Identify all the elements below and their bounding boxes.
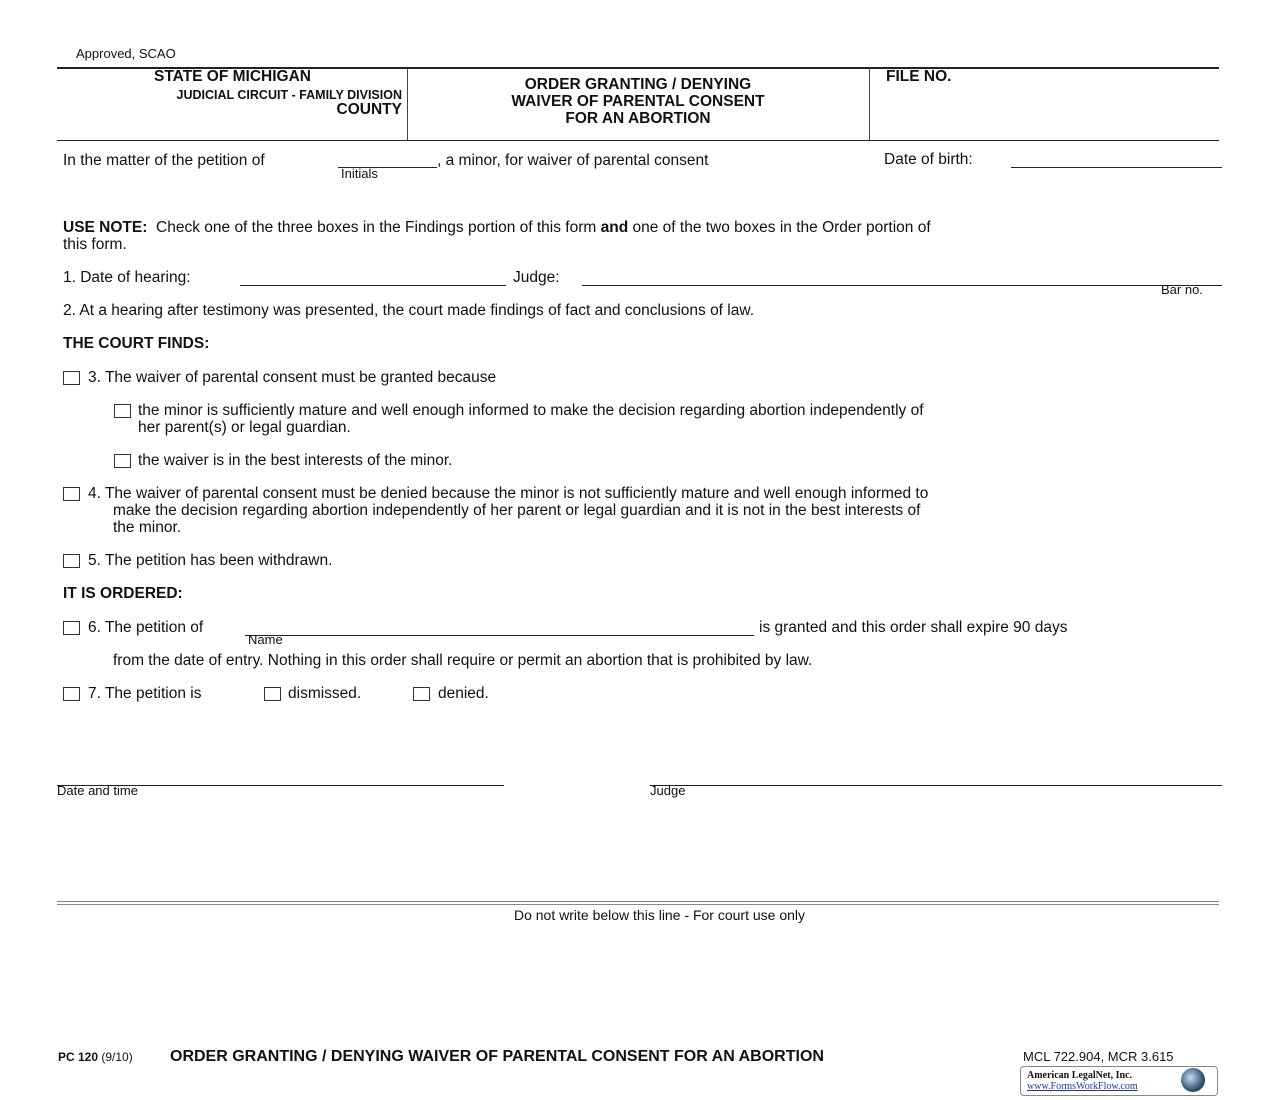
court-use-rule	[57, 901, 1219, 902]
form-number	[58, 1050, 133, 1064]
mature-option	[138, 402, 924, 436]
american-legalnet-logo[interactable]	[1020, 1066, 1218, 1096]
title-line: WAIVER OF PARENTAL CONSENT	[511, 93, 765, 110]
hearing-date-label: 1. Date of hearing:	[63, 269, 191, 286]
judge-label: Judge:	[513, 269, 560, 286]
judge-signature-label: Judge	[650, 783, 686, 798]
title-line: ORDER GRANTING / DENYING	[524, 76, 752, 93]
initials-label: Initials	[341, 166, 378, 181]
item-6-prefix: 6. The petition of	[88, 619, 204, 636]
matter-suffix: , a minor, for waiver of parental consent	[437, 152, 709, 169]
denied-label: denied.	[438, 685, 489, 702]
file-no-label: FILE NO.	[886, 68, 952, 85]
mature-checkbox[interactable]	[114, 404, 131, 418]
use-note-label: USE NOTE:	[63, 219, 148, 236]
judge-signature-field[interactable]	[650, 765, 1222, 786]
denied-checkbox[interactable]	[413, 687, 430, 701]
matter-prefix: In the matter of the petition of	[63, 152, 265, 169]
title-line: FOR AN ABORTION	[565, 110, 711, 127]
option-line: the minor is sufficiently mature and well enough informed to make the decision regarding abortion independently of	[138, 402, 924, 419]
dob-label: Date of birth:	[884, 151, 973, 168]
item-5: 5. The petition has been withdrawn.	[88, 552, 333, 569]
logo-url[interactable]: www.FormsWorkFlow.com	[1027, 1081, 1138, 1092]
item-3: 3. The waiver of parental consent must be granted because	[88, 369, 497, 386]
item-7-checkbox[interactable]	[63, 687, 80, 701]
ordered-heading: IT IS ORDERED:	[63, 585, 183, 602]
best-interests-option: the waiver is in the best interests of the minor.	[138, 452, 453, 469]
item-3-checkbox[interactable]	[63, 371, 80, 385]
item-4-line: the minor.	[113, 519, 182, 536]
county-label: COUNTY	[336, 101, 402, 118]
item-2: 2. At a hearing after testimony was presented, the court made findings of fact and conclusions of law.	[63, 302, 755, 319]
item-4-line: make the decision regarding abortion independently of her parent or legal guardian and it is not in the best interests of	[113, 502, 921, 519]
use-note-bold: and	[600, 219, 629, 236]
header-bottom-rule	[57, 140, 1219, 141]
bar-no-label: Bar no.	[1161, 282, 1203, 297]
logo-name: American LegalNet, Inc.	[1027, 1070, 1132, 1081]
globe-icon	[1181, 1068, 1205, 1092]
dob-field[interactable]	[1011, 147, 1222, 168]
item-4-line: 4. The waiver of parental consent must be denied because the minor is not sufficiently mature and well enough informed to	[88, 485, 929, 502]
revision: (9/10)	[101, 1050, 133, 1064]
use-note	[63, 219, 1213, 253]
item-4-checkbox[interactable]	[63, 487, 80, 501]
item-4	[88, 485, 928, 536]
item-6-checkbox[interactable]	[63, 621, 80, 635]
item-5-checkbox[interactable]	[63, 554, 80, 568]
form-title	[408, 76, 868, 127]
state-label: STATE OF MICHIGAN	[154, 68, 311, 85]
item-6-line-2: from the date of entry. Nothing in this order shall require or permit an abortion that is prohibited by law.	[113, 652, 813, 669]
hearing-date-field[interactable]	[240, 265, 506, 286]
initials-field[interactable]	[338, 147, 437, 168]
date-time-label: Date and time	[57, 783, 138, 798]
court-label: JUDICIAL CIRCUIT - FAMILY DIVISION	[176, 88, 402, 102]
court-use-note: Do not write below this line - For court use only	[513, 907, 805, 923]
item-7-prefix: 7. The petition is	[88, 685, 202, 702]
file-no-field[interactable]	[886, 100, 1210, 120]
header-divider	[869, 68, 870, 140]
dismissed-checkbox[interactable]	[264, 687, 281, 701]
item-6-suffix: is granted and this order shall expire 90 days	[759, 619, 1068, 636]
court-use-rule	[57, 904, 1219, 905]
best-interests-checkbox[interactable]	[114, 454, 131, 468]
petitioner-name-field[interactable]	[245, 615, 754, 636]
citation: MCL 722.904, MCR 3.615	[1023, 1049, 1174, 1064]
judge-field[interactable]	[582, 265, 1222, 286]
use-note-text: this form.	[63, 236, 127, 253]
use-note-text: one of the two boxes in the Order portion of	[632, 219, 931, 236]
dismissed-label: dismissed.	[288, 685, 362, 702]
footer-title: ORDER GRANTING / DENYING WAIVER OF PARENTAL CONSENT FOR AN ABORTION	[170, 1048, 824, 1065]
approved-label: Approved, SCAO	[76, 46, 176, 61]
form-no: PC 120	[58, 1050, 99, 1064]
name-label: Name	[248, 632, 283, 647]
use-note-text: Check one of the three boxes in the Findings portion of this form	[156, 219, 597, 236]
court-finds-heading: THE COURT FINDS:	[63, 335, 210, 352]
option-line: her parent(s) or legal guardian.	[138, 419, 351, 436]
